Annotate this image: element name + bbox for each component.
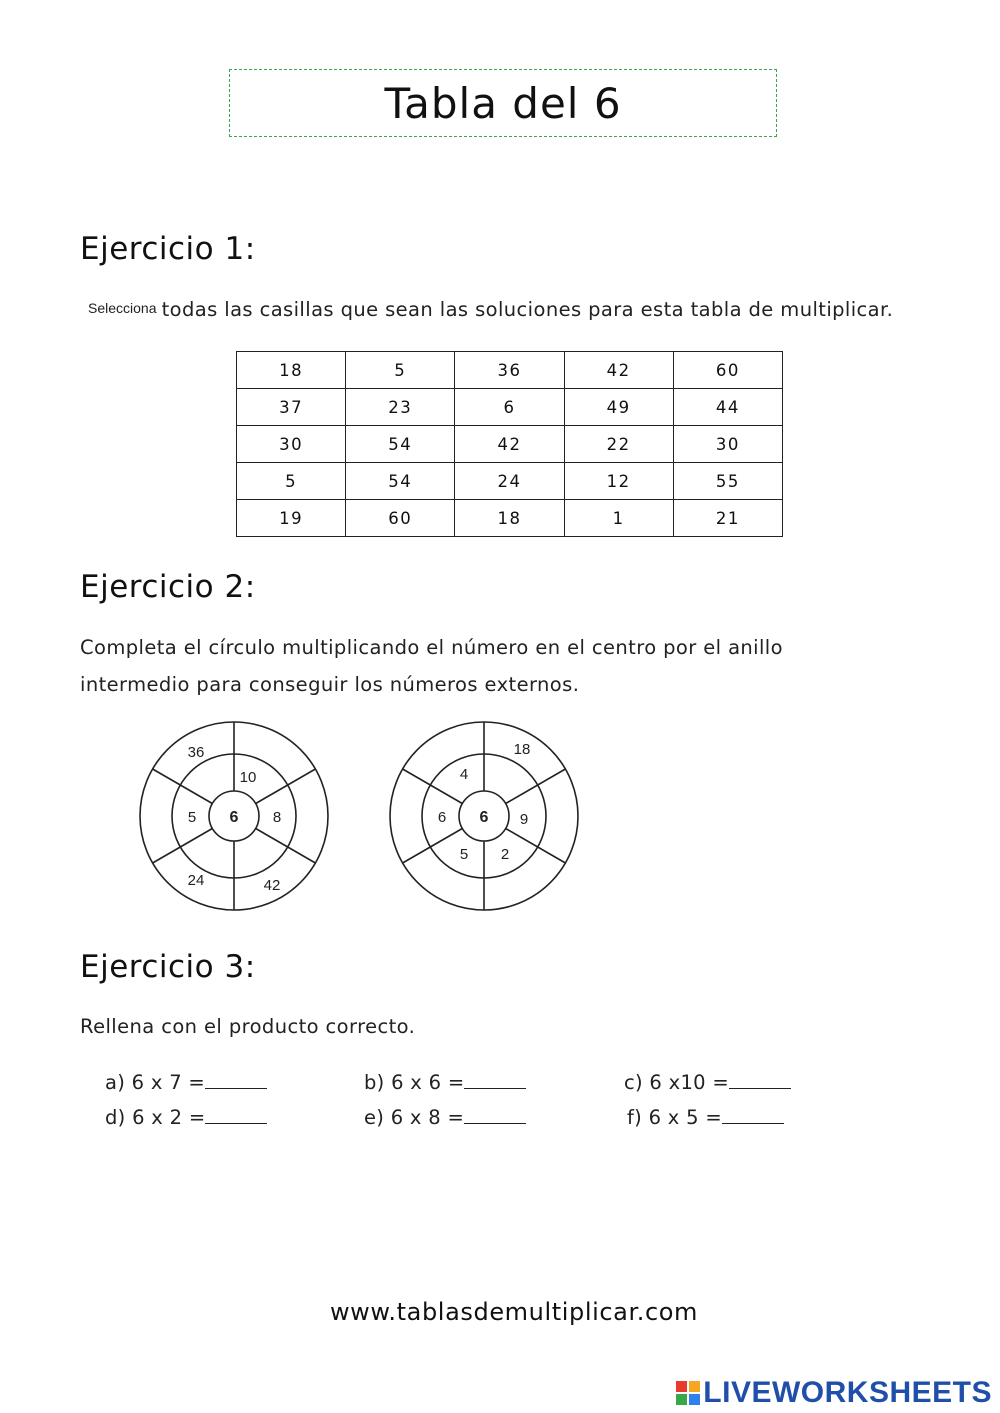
grid-cell[interactable]: 30 — [237, 426, 346, 463]
answer-blank[interactable] — [464, 1107, 526, 1124]
answer-blank[interactable] — [729, 1072, 791, 1089]
grid-cell[interactable]: 5 — [237, 463, 346, 500]
grid-cell[interactable]: 22 — [564, 426, 673, 463]
circle-2-middle-value: 9 — [519, 811, 529, 828]
instruction-small-word: Selecciona — [88, 300, 157, 316]
circle-2-center: 6 — [479, 809, 489, 826]
footer-url: www.tablasdemultiplicar.com — [329, 1298, 699, 1326]
grid-cell[interactable]: 44 — [673, 389, 782, 426]
grid-cell[interactable]: 49 — [564, 389, 673, 426]
answer-blank[interactable] — [722, 1107, 784, 1124]
grid-cell[interactable]: 24 — [455, 463, 564, 500]
liveworksheets-logo — [675, 1376, 992, 1410]
grid-cell[interactable]: 18 — [237, 352, 346, 389]
grid-cell[interactable]: 60 — [346, 500, 455, 537]
circle-2-middle-value: 2 — [500, 846, 510, 863]
product-item-e: e) 6 x 8 = — [364, 1106, 526, 1129]
circle-1-outer-value: 36 — [187, 744, 205, 761]
grid-cell[interactable]: 42 — [455, 426, 564, 463]
circle-2-middle-value: 4 — [459, 766, 469, 783]
exercise-1-heading: Ejercicio 1: — [80, 231, 256, 267]
answer-blank[interactable] — [464, 1072, 526, 1089]
product-item-d: d) 6 x 2 = — [105, 1106, 267, 1129]
exercise-3-heading: Ejercicio 3: — [80, 949, 256, 985]
grid-cell[interactable]: 19 — [237, 500, 346, 537]
grid-cell[interactable]: 12 — [564, 463, 673, 500]
grid-cell[interactable]: 54 — [346, 426, 455, 463]
exercise-3-instruction: Rellena con el producto correcto. — [80, 1015, 416, 1038]
product-item-c: c) 6 x10 = — [624, 1071, 791, 1094]
grid-cell[interactable]: 36 — [455, 352, 564, 389]
grid-cell[interactable]: 21 — [673, 500, 782, 537]
multiplication-circles — [120, 712, 600, 924]
answer-blank[interactable] — [205, 1072, 267, 1089]
answer-grid — [236, 351, 783, 537]
grid-cell[interactable]: 1 — [564, 500, 673, 537]
product-item-f: f) 6 x 5 = — [627, 1106, 784, 1129]
circle-2-middle-value: 6 — [437, 809, 447, 826]
grid-cell[interactable]: 18 — [455, 500, 564, 537]
grid-cell[interactable]: 23 — [346, 389, 455, 426]
circle-1-middle-value: 8 — [272, 809, 282, 826]
grid-cell[interactable]: 5 — [346, 352, 455, 389]
circle-1-middle-value: 5 — [187, 809, 197, 826]
grid-cell[interactable]: 30 — [673, 426, 782, 463]
circle-2-outer-value: 18 — [513, 741, 531, 758]
liveworksheets-wordmark: LIVEWORKSHEETS — [703, 1376, 992, 1409]
instruction-text: todas las casillas que sean las soluciones para esta tabla de multiplicar. — [161, 298, 894, 321]
product-item-b: b) 6 x 6 = — [364, 1071, 526, 1094]
grid-cell[interactable]: 37 — [237, 389, 346, 426]
exercise-2-instruction-line-1: Completa el círculo multiplicando el número en el centro por el anillo — [80, 636, 783, 659]
answer-blank[interactable] — [205, 1107, 267, 1124]
exercise-2-instruction-line-2: intermedio para conseguir los números externos. — [80, 673, 580, 696]
circle-1-center: 6 — [229, 809, 239, 826]
grid-row — [237, 352, 783, 389]
grid-cell[interactable]: 54 — [346, 463, 455, 500]
grid-row — [237, 463, 783, 500]
circle-1-outer-value: 24 — [187, 872, 205, 889]
exercise-1-instruction — [88, 298, 893, 321]
grid-row — [237, 389, 783, 426]
grid-row — [237, 426, 783, 463]
grid-cell[interactable]: 55 — [673, 463, 782, 500]
product-item-a: a) 6 x 7 = — [105, 1071, 267, 1094]
exercise-2-heading: Ejercicio 2: — [80, 569, 256, 605]
circle-1-outer-value: 42 — [263, 877, 281, 894]
grid-cell[interactable]: 60 — [673, 352, 782, 389]
circle-2-middle-value: 5 — [459, 846, 469, 863]
grid-cell[interactable]: 42 — [564, 352, 673, 389]
grid-row — [237, 500, 783, 537]
grid-cell[interactable]: 6 — [455, 389, 564, 426]
liveworksheets-icon — [675, 1380, 701, 1406]
circle-1-middle-value: 10 — [239, 769, 257, 786]
page-title: Tabla del 6 — [229, 69, 777, 137]
